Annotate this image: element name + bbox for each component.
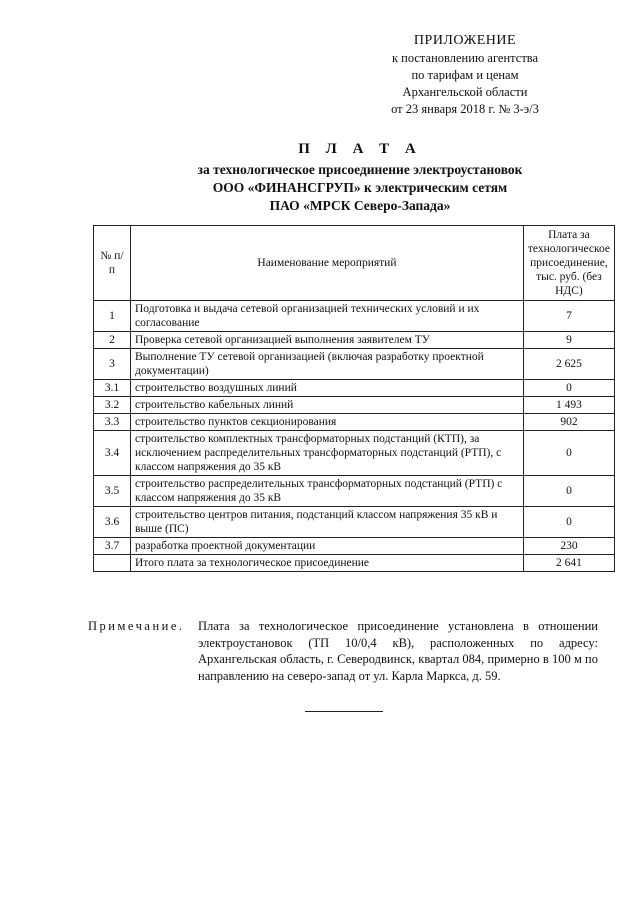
row-name: Выполнение ТУ сетевой организацией (включая разработку проектной документации) [131, 349, 524, 380]
appendix-line: к постановлению агентства [391, 51, 539, 65]
appendix-line: Архангельской области [402, 85, 528, 99]
row-num: 3.1 [94, 380, 131, 397]
row-price: 9 [523, 332, 614, 349]
row-name: разработка проектной документации [131, 538, 524, 555]
appendix-line: по тарифам и ценам [411, 68, 519, 82]
row-name: строительство центров питания, подстанций классом напряжения 35 кВ и выше (ПС) [131, 507, 524, 538]
note-block [88, 618, 598, 684]
table-total-row [94, 555, 615, 572]
table-row [94, 507, 615, 538]
appendix-title: ПРИЛОЖЕНИЕ [413, 33, 517, 48]
table-row [94, 414, 615, 431]
title-line: ООО «ФИНАНСГРУП» к электрическим сетям [212, 180, 508, 195]
total-price: 2 641 [523, 555, 614, 572]
row-num: 2 [94, 332, 131, 349]
row-num: 1 [94, 301, 131, 332]
table-row [94, 349, 615, 380]
appendix-date: от 23 января 2018 г. № 3-э/3 [391, 102, 539, 116]
row-name: строительство кабельных линий [131, 397, 524, 414]
table-header-row [94, 226, 615, 301]
row-name: строительство пунктов секционирования [131, 414, 524, 431]
note-text: Плата за технологическое присоединение установлена в отношении электроустановок (ТП 10/0,4 кВ), расположенных по адресу: Архангельская область, г. Северодвинск, квартал 084, примерно в 100 м по направлению на северо-запад от ул. Карла Маркса, д. 59. [198, 619, 598, 683]
table-row [94, 431, 615, 476]
row-num: 3 [94, 349, 131, 380]
row-name: Проверка сетевой организацией выполнения заявителем ТУ [131, 332, 524, 349]
table-row [94, 476, 615, 507]
header-price: Плата за технологическое присоединение, тыс. руб. (без НДС) [523, 226, 614, 301]
row-num: 3.7 [94, 538, 131, 555]
table-row [94, 380, 615, 397]
title-heading: П Л А Т А [298, 141, 422, 157]
row-name: Подготовка и выдача сетевой организацией технических условий и их согласование [131, 301, 524, 332]
row-num: 3.6 [94, 507, 131, 538]
row-price: 0 [523, 476, 614, 507]
row-price: 2 625 [523, 349, 614, 380]
row-num: 3.4 [94, 431, 131, 476]
row-price: 1 493 [523, 397, 614, 414]
total-label: Итого плата за технологическое присоединение [131, 555, 524, 572]
row-price: 0 [523, 431, 614, 476]
header-name: Наименование мероприятий [131, 226, 524, 301]
row-name: строительство воздушных линий [131, 380, 524, 397]
table-row [94, 301, 615, 332]
document-title [100, 140, 620, 215]
row-price: 0 [523, 507, 614, 538]
end-divider [305, 711, 383, 712]
row-price: 902 [523, 414, 614, 431]
title-line: за технологическое присоединение электроустановок [197, 162, 523, 177]
row-name: строительство комплектных трансформаторных подстанций (КТП), за исключением распределительных трансформаторных подстанций (РТП), с классом напряжения до 35 кВ [131, 431, 524, 476]
total-num-cell [94, 555, 131, 572]
note-label: Примечание. [88, 619, 185, 633]
row-price: 230 [523, 538, 614, 555]
fee-table [93, 225, 615, 572]
appendix-block [360, 32, 570, 118]
row-price: 7 [523, 301, 614, 332]
header-num: № п/п [94, 226, 131, 301]
row-num: 3.5 [94, 476, 131, 507]
row-num: 3.3 [94, 414, 131, 431]
row-name: строительство распределительных трансформаторных подстанций (РТП) с классом напряжения до 35 кВ [131, 476, 524, 507]
row-num: 3.2 [94, 397, 131, 414]
table-row [94, 397, 615, 414]
table-row [94, 332, 615, 349]
table-row [94, 538, 615, 555]
title-line: ПАО «МРСК Северо-Запада» [269, 198, 451, 213]
row-price: 0 [523, 380, 614, 397]
